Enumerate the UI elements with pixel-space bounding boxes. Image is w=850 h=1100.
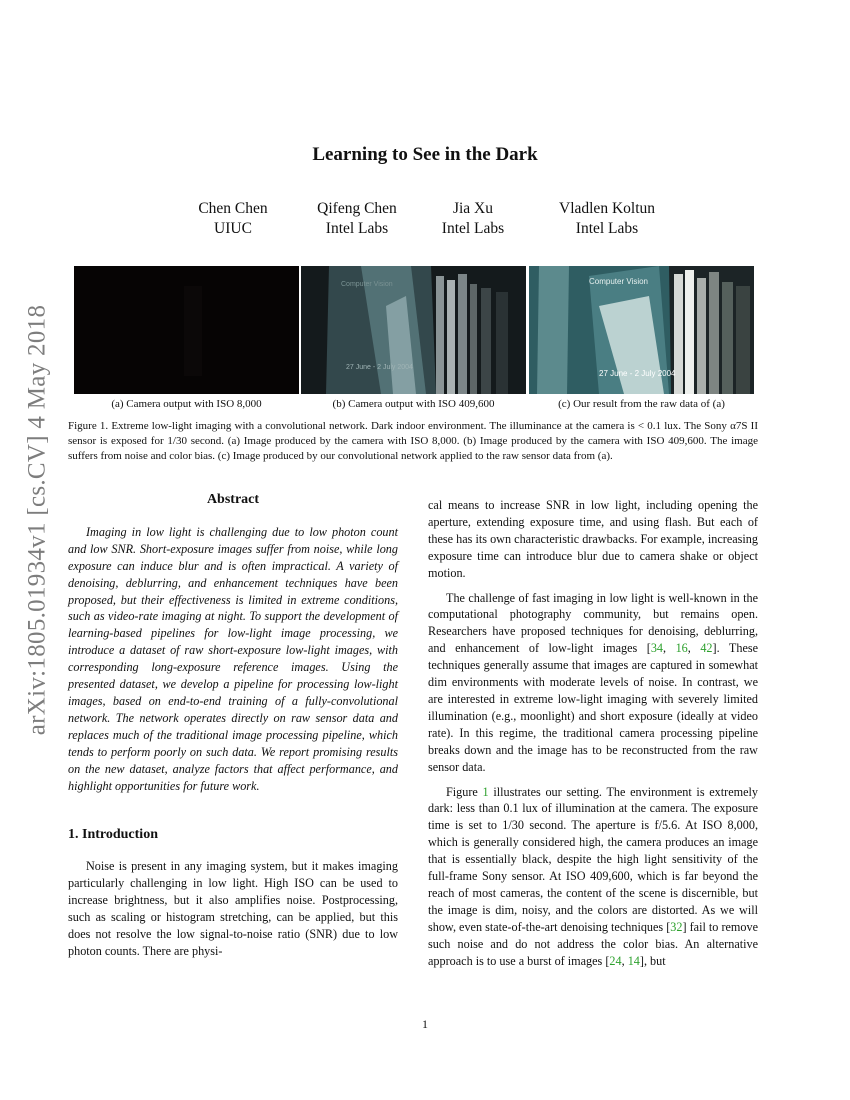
citation-link[interactable]: 14 xyxy=(627,953,640,968)
panel-b-cover-date: 27 June - 2 July 2004 xyxy=(346,364,413,371)
body-paragraph: Figure 1 illustrates our setting. The environment is extremely dark: less than 0.1 lux of illumination at the camera. The exposure time is set to 1/30 second. The aperture is f/5.6. At ISO 8,000, which is generally considered high, the camera produces an image that is essentially black, despite the high light sensitivity of the full-frame Sony sensor. At ISO 409,600, which is far beyond the reach of most cameras, the content of the scene is discernible, but the image is dim, noisy, and the colors are distorted. As we will show, even state-of-the-art denoising techniques [32] fail to remove such noise and do not address the color bias. An alternative approach is to use a burst of images [24, 14], but xyxy=(428,784,759,968)
citation-link[interactable]: 24 xyxy=(609,953,622,968)
figure-panel-b-caption: (b) Camera output with ISO 409,600 xyxy=(332,398,495,410)
author-affiliation: Intel Labs xyxy=(441,220,505,237)
author xyxy=(307,199,407,239)
intro-paragraph: Noise is present in any imaging system, but it makes imaging particularly challenging in low light. High ISO can be used to increase brightness, but it also amplifies noise. Postprocessing, such as scaling or histogram stretching, can be applied, but this does not resolve the low signal-to-noise ratio (SNR) due to low photon counts. There are physi- xyxy=(68,859,398,958)
figure-panel-a-image xyxy=(74,266,299,394)
body-text: The challenge of fast imaging in low light is well-known in the computational photography community, but remains open. Researchers have proposed techniques for denoising, deblurring, and enhancement of low-light images [ xyxy=(428,590,758,656)
author-affiliation: Intel Labs xyxy=(325,220,389,237)
panel-b-cover-text: Computer Vision xyxy=(341,281,393,288)
body-paragraph: cal means to increase SNR in low light, including opening the aperture, extending exposure time, and using flash. But each of these has its own characteristic drawbacks. For example, increasing exposure time can introduce blur due to camera shake or object motion. xyxy=(428,498,758,580)
author-name: Vladlen Koltun xyxy=(559,200,655,217)
author-name: Qifeng Chen xyxy=(317,200,397,217)
author-name: Jia Xu xyxy=(452,200,494,217)
abstract-text: Imaging in low light is challenging due to low photon count and low SNR. Short-exposure images suffer from noise, while long exposure can induce blur and is often impractical. A variety of denoising, deblurring, and enhancement techniques have been proposed, but their effectiveness is limited in extreme conditions, such as video-rate imaging at night. To support the development of learning-based pipelines for low-light image processing, we introduce a dataset of raw short-exposure low-light images, with corresponding long-exposure reference images. Using the presented dataset, we develop a pipeline for processing low-light images, based on end-to-end training of a fully-convolutional network. The network operates directly on raw sensor data and replaces much of the traditional image processing pipeline, which tends to perform poorly on such data. We report promising results on the new dataset, analyze factors that affect performance, and highlight opportunities for future work. xyxy=(68,524,398,793)
body-text: illustrates our setting. The environment is extremely dark: less than 0.1 lux of illumination at the camera. The exposure time is set to 1/30 second. The aperture is f/5.6. At ISO 8,000, which is generally considered high, the camera produces an image that is essentially black, despite the high light sensitivity of the full-frame Sony sensor. At ISO 409,600, which is far beyond the reach of most cameras, the content of the scene is discernible, but the image is dim, noisy, and the colors are distorted. As we will show, even state-of-the-art denoising techniques [ xyxy=(428,784,759,934)
figure-panel-c-caption: (c) Our result from the raw data of (a) xyxy=(558,398,725,410)
figure-link[interactable]: 1 xyxy=(482,784,489,799)
body-text: Figure xyxy=(446,784,483,799)
right-column xyxy=(428,497,758,969)
citation-link[interactable]: 42 xyxy=(700,641,713,656)
body-paragraph: The challenge of fast imaging in low light is well-known in the computational photography community, but remains open. Researchers have proposed techniques for denoising, deblurring, and enhancement of low-light images [34, 16, 42]. These techniques generally assume that images are captured in somewhat dim environments with moderate levels of noise. In contrast, we are interested in extreme low-light imaging with severely limited illumination (e.g., moonlight) and short exposure (ideally at video rate). In this regime, the traditional camera processing pipeline breaks down and the image has to be reconstructed from the raw sensor data. xyxy=(428,590,759,774)
figure-panel-a-caption: (a) Camera output with ISO 8,000 xyxy=(111,398,262,410)
citation-link[interactable]: 34 xyxy=(650,641,664,656)
body-text: ], but xyxy=(639,953,666,968)
panel-c-cover-text: Computer Vision xyxy=(589,277,648,286)
body-text: ]. These techniques generally assume that images are captured in somewhat dim environments with moderate levels of noise. In contrast, we are interested in extreme low-light imaging with severely limited illumination (e.g., moonlight) and short exposure (ideally at video rate). In this regime, the traditional camera processing pipeline breaks down and the image has to be reconstructed from the raw sensor data. xyxy=(428,641,759,774)
arxiv-stamp xyxy=(22,295,52,745)
citation-link[interactable]: 16 xyxy=(675,641,688,656)
author-name: Chen Chen xyxy=(198,200,268,217)
section-heading-introduction: 1. Introduction xyxy=(68,827,158,843)
author-list xyxy=(0,199,850,239)
left-column xyxy=(68,492,398,960)
author-affiliation: Intel Labs xyxy=(575,220,639,237)
figure-panel-c-image xyxy=(529,266,754,394)
citation-link[interactable]: 32 xyxy=(670,919,683,934)
page-number: 1 xyxy=(422,1017,428,1031)
figure-caption: Figure 1. Extreme low-light imaging with a convolutional network. Dark indoor environment. The illuminance at the camera is < 0.1 lux. The Sony α7S II sensor is exposed for 1/30 second. (a) Image produced by the camera with ISO 8,000. (b) Image produced by the camera with ISO 409,600. The image suffers from noise and color bias. (c) Image produced by our convolutional network applied to the raw sensor data from (a). xyxy=(68,420,758,462)
abstract-heading: Abstract xyxy=(206,492,260,507)
paper-title: Learning to See in the Dark xyxy=(312,144,538,165)
author xyxy=(547,199,667,239)
figure-panel-b-image xyxy=(301,266,526,394)
author-affiliation: UIUC xyxy=(214,220,252,237)
author xyxy=(433,199,513,239)
panel-c-cover-date: 27 June - 2 July 2004 xyxy=(599,369,676,378)
author xyxy=(183,199,283,239)
body-text: ] fail to remove such noise and do not address the color bias. An alternative approach is to use a burst of images [ xyxy=(428,919,759,968)
arxiv-stamp-text: arXiv:1805.01934v1 [cs.CV] 4 May 2018 xyxy=(23,304,50,736)
